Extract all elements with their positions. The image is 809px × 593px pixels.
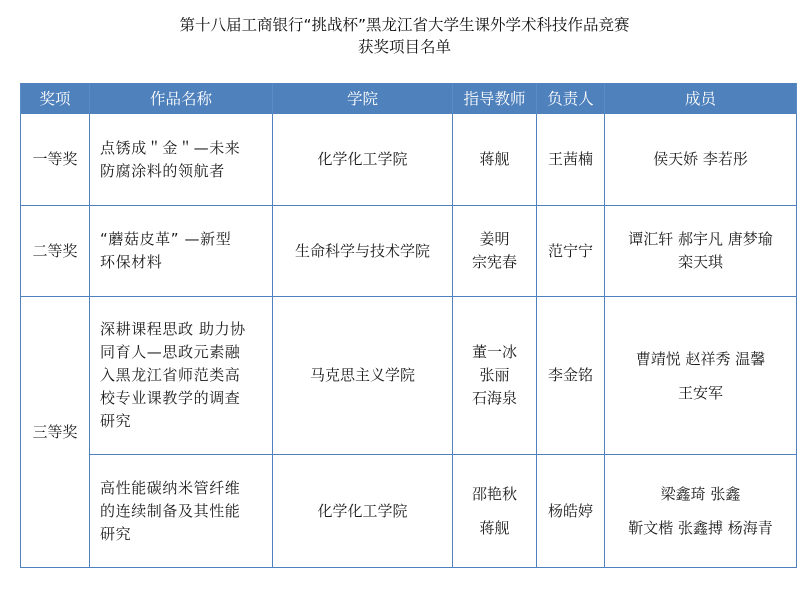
work-title-line: 点锈成＂金＂—未来 [100, 138, 241, 157]
members-cell [605, 206, 797, 297]
table-row [21, 455, 797, 568]
members-line: 王安军 [677, 383, 723, 402]
work-title-cell [90, 455, 273, 568]
document-title [0, 14, 809, 58]
header-award: 奖项 [21, 83, 90, 114]
award-cell: 三等奖 [21, 297, 90, 568]
award-cell: 二等奖 [21, 206, 90, 297]
members-line: 栾天琪 [677, 253, 723, 271]
advisor-name: 董一冰 [471, 343, 517, 361]
advisor-name: 张丽 [479, 366, 510, 384]
advisor-name: 宗宪春 [471, 253, 517, 271]
members-cell [605, 114, 797, 206]
work-title-cell [90, 297, 273, 455]
work-title-line: 防腐涂料的领航者 [100, 161, 225, 180]
work-title-line: 研究 [100, 524, 132, 543]
table-header-row [21, 83, 797, 114]
advisor-cell [453, 297, 537, 455]
advisor-cell [453, 114, 537, 206]
advisor-name: 蒋舰 [479, 150, 510, 168]
advisor-name: 蒋舰 [479, 519, 510, 537]
leader-cell: 王茜楠 [537, 114, 605, 206]
leader-cell: 李金铭 [537, 297, 605, 455]
members-line: 曹靖悦 赵祥秀 温馨 [635, 349, 766, 368]
work-title-line: 研究 [100, 412, 132, 430]
header-advisor: 指导教师 [453, 83, 537, 114]
work-title-cell [90, 114, 273, 206]
college-cell: 化学化工学院 [273, 455, 453, 568]
college-cell: 马克思主义学院 [273, 297, 453, 455]
work-title-line: 环保材料 [100, 253, 163, 271]
work-title-line: 高性能碳纳米管纤维 [100, 478, 241, 497]
work-title-line: 深耕课程思政 助力协 [100, 320, 246, 338]
header-members: 成员 [605, 83, 797, 114]
college-cell: 生命科学与技术学院 [273, 206, 453, 297]
members-line: 梁鑫琦 张鑫 [660, 485, 741, 503]
header-college: 学院 [273, 83, 453, 114]
work-title-line: 的连续制备及其性能 [100, 501, 241, 520]
advisor-name: 石海泉 [471, 389, 517, 407]
table-row [21, 206, 797, 297]
advisor-name: 邵艳秋 [471, 485, 517, 503]
awards-table [20, 83, 797, 568]
work-title-line: 校专业课教学的调查 [100, 389, 241, 407]
table-row [21, 297, 797, 455]
members-line: 侯天娇 李若彤 [653, 150, 748, 168]
leader-cell: 范宁宁 [537, 206, 605, 297]
college-cell: 化学化工学院 [273, 114, 453, 206]
title-line-2: 获奖项目名单 [357, 38, 451, 56]
advisor-name: 姜明 [479, 230, 510, 248]
table-row [21, 114, 797, 206]
members-cell [605, 297, 797, 455]
leader-cell: 杨皓婷 [537, 455, 605, 568]
members-line: 谭汇轩 郝宇凡 唐梦瑜 [628, 230, 773, 248]
header-leader: 负责人 [537, 83, 605, 114]
work-title-line: “蘑菇皮革” —新型 [100, 230, 232, 248]
advisor-cell [453, 206, 537, 297]
work-title-cell [90, 206, 273, 297]
header-work: 作品名称 [90, 83, 273, 114]
work-title-line: 入黑龙江省师范类高 [100, 366, 241, 384]
advisor-cell [453, 455, 537, 568]
award-cell: 一等奖 [21, 114, 90, 206]
work-title-line: 同育人—思政元素融 [100, 343, 241, 361]
members-line: 靳文楷 张鑫搏 杨海青 [628, 519, 773, 537]
title-line-1: 第十八届工商银行“挑战杯”黑龙江省大学生课外学术科技作品竞赛 [179, 16, 630, 34]
members-cell [605, 455, 797, 568]
